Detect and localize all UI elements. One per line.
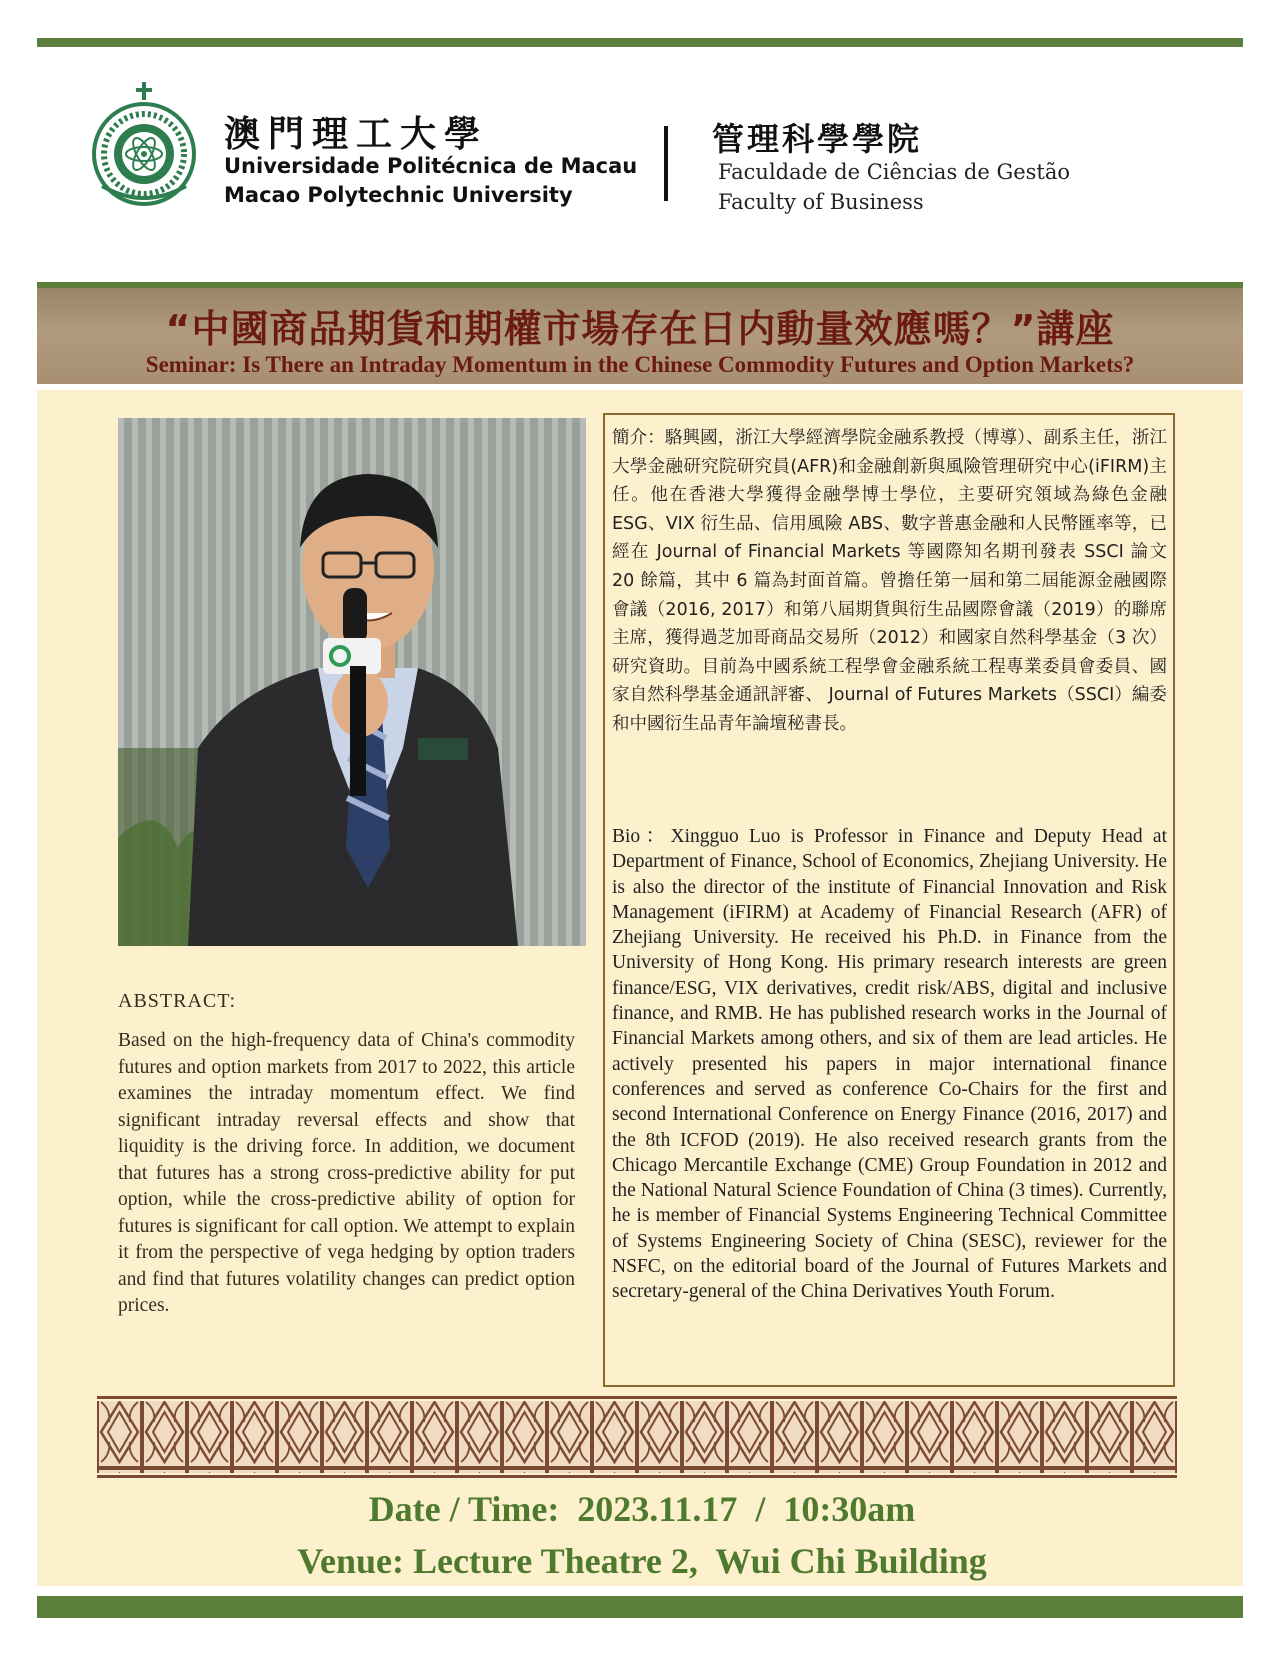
event-venue: Venue: Lecture Theatre 2, Wui Chi Building [297,1541,987,1581]
title-band [37,282,1243,384]
event-date-time: Date / Time: 2023.11.17 / 10:30am [368,1489,916,1529]
decorative-pattern-border [97,1396,1177,1478]
faculty-name-en: Faculty of Business [718,190,924,214]
abstract-heading: ABSTRACT: [118,990,237,1012]
faculty-name-pt: Faculdade de Ciências de Gestão [718,160,1071,184]
university-name-pt: Universidade Politécnica de Macau [224,154,638,178]
university-logo-icon [88,82,200,212]
top-green-bar [37,38,1243,47]
speaker-photo [118,418,586,946]
bio-text-en: Bio：Xingguo Luo is Professor in Finance and Deputy Head at Department of Finance, School of Economics, Zhejiang University. He is also the director of the institute of Financial Innovation and Risk Management (iFIRM) at Academy of Financial Research (AFR) of Zhejiang University. He received his Ph.D. in Finance from the University of Hong Kong. His primary research interests are green finance/ESG, VIX derivatives, credit risk/ABS, digital and inclusive finance, and RMB. He has published research works in the Journal of Financial Markets among others, and six of them are lead articles. He actively presented his papers in major international finance conferences and served as conference Co-Chairs for the first and second International Conference on Energy Finance (2016, 2017) and the 8th ICFOD (2019). He also received research grants from the Chicago Mercantile Exchange (CME) Group Foundation in 2012 and the National Natural Science Foundation of China (3 times). Currently, he is member of Financial Systems Engineering Technical Committee of Systems Engineering Society of China (SESC), reviewer for the NSFC, on the editorial board of the Journal of Futures Markets and secretary-general of the China Derivatives Youth Forum. [612,826,1167,1303]
abstract-text: Based on the high-frequency data of China's commodity futures and option markets from 2017 to 2022, this article examines the intraday momentum effect. We find significant intraday reversal effects and show that liquidity is the driving force. In addition, we document that futures has a strong cross-predictive ability for put option, while the cross-predictive ability of option for futures is significant for call option. We attempt to explain it from the perspective of vega hedging by option traders and find that futures volatility changes can predict option prices. [118,1030,575,1316]
university-name-zh: 澳門理工大學 [224,114,489,155]
bio-text-zh: 簡介：駱興國，浙江大學經濟學院金融系教授（博導）、副系主任，浙江大學金融研究院研究員(AFR)和金融創新與風險管理研究中心(iFIRM)主任。他在香港大學獲得金融學博士學位，主要研究領域為綠色金融 ESG、VIX 衍生品、信用風險 ABS、數字普惠金融和人民幣匯率等，已經在 Journal of Financial Markets 等國際知名期刊發表 SSCI 論文 20 餘篇，其中 6 篇為封面首篇。曾擔任第一屆和第二屆能源金融國際會議（2016, 2017）和第八屆期貨與衍生品國際會議（2019）的聯席主席，獲得過芝加哥商品交易所（2012）和國家自然科學基金（3 次）研究資助。目前為中國系統工程學會金融系統工程專業委員會委員、國家自然科學基金通訊評審、 Journal of Futures Markets（SSCI）編委和中國衍生品青年論壇秘書長。 [612,428,1167,734]
seminar-title-en: Seminar: Is There an Intraday Momentum in the Chinese Commodity Futures and Option Markets? [145,352,1135,377]
faculty-name-zh: 管理科學學院 [712,120,923,158]
bottom-green-bar [37,1596,1243,1618]
header-divider [664,126,668,201]
seminar-title-zh: “中國商品期貨和期權市場存在日内動量效應嗎？”講座 [165,307,1115,351]
university-name-en: Macao Polytechnic University [224,183,573,207]
